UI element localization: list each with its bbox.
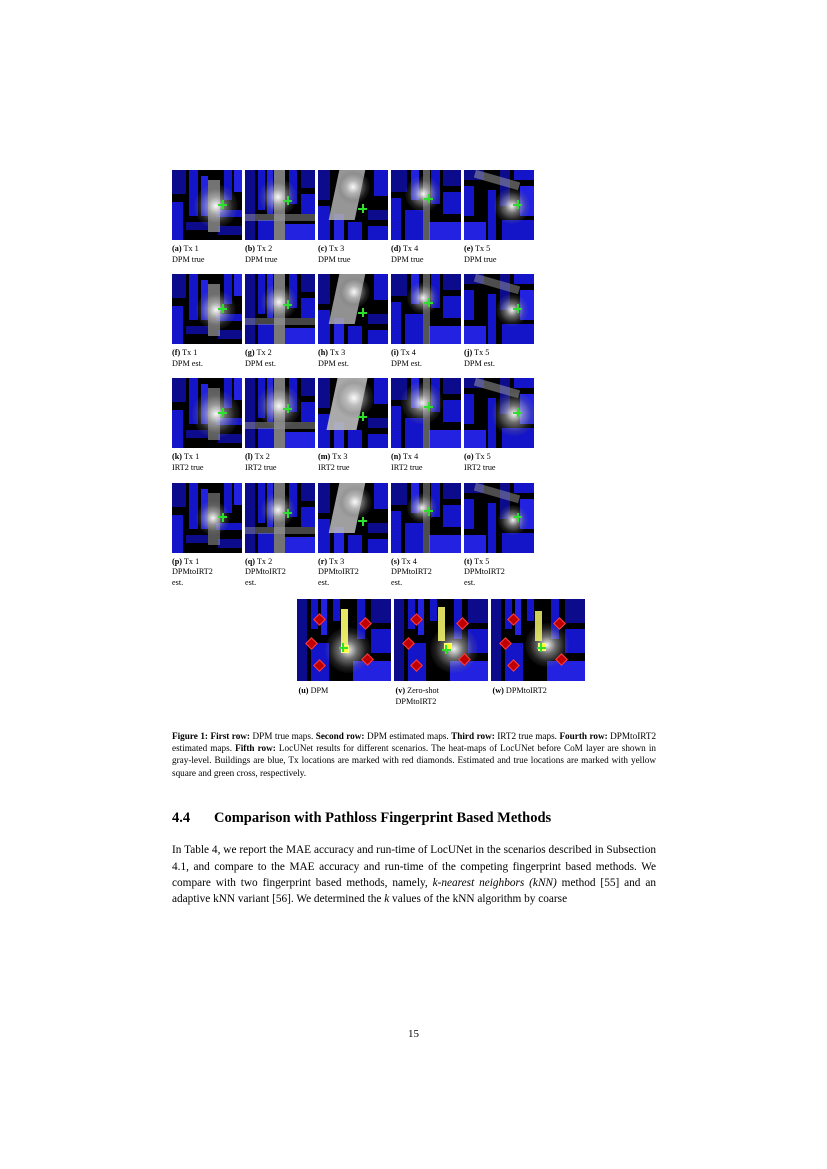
subcaption-a [172,244,242,265]
map-thumbnail-t [464,483,534,553]
subcaption-line2: IRT2 true [318,462,350,472]
subcaption-line1: Tx 5 [475,244,491,253]
figure-row-3 [172,378,656,482]
subcaption-tag: (l) [245,452,253,462]
locunet-result-u [297,599,391,681]
map-thumbnail-q [245,483,315,553]
subcaption-line1: Tx 1 [182,348,198,358]
subcaption-line1: Tx 5 [475,452,491,462]
map-thumbnail-o [464,378,534,448]
subcaption-tag: (f) [172,348,181,358]
map-thumbnail-r [318,483,388,553]
subcaption-j [464,348,534,369]
figure-cell [172,378,242,482]
figure-cell [391,170,461,274]
figure-cell [297,599,391,707]
map-thumbnail-f [172,274,242,344]
subcaption-l [245,452,315,473]
page-number: 15 [408,1028,419,1040]
figure-cell [318,378,388,482]
figure-cell [318,170,388,274]
figure-row-1 [172,170,656,274]
subcaption-line2: DPMtoIRT2 [391,567,432,577]
figure-cell [245,274,315,378]
figure-cell [391,483,461,598]
subcaption-line1: Tx 1 [183,452,200,462]
subcaption-f [172,348,242,369]
figure-cell [172,170,242,274]
subcaption-line3: est. [464,577,476,587]
subcaption-tag: (w) [492,686,504,696]
subcaption-b [245,244,315,265]
map-thumbnail-l [245,378,315,448]
subcaption-line2: DPM est. [464,358,495,368]
figure-row-4 [172,483,656,598]
subcaption-t [464,557,534,589]
subcaption-line2: IRT2 true [172,462,204,472]
subcaption-tag: (n) [391,452,402,462]
subcaption-line3: est. [172,577,184,587]
subcaption-line1: Tx 2 [254,452,270,462]
figure-cell [245,170,315,274]
subcaption-g [245,348,315,369]
subcaption-tag: (c) [318,244,328,253]
subcaption-line1: Tx 5 [474,556,490,566]
figure-cell [245,378,315,482]
subcaption-line3: est. [391,577,403,587]
subcaption-line1: Tx 3 [329,556,345,566]
map-thumbnail-a [172,170,242,240]
subcaption-line2: DPM est. [318,358,349,368]
subcaption-tag: (p) [172,556,183,566]
map-thumbnail-n [391,378,461,448]
subcaption-line2: IRT2 true [464,462,496,472]
subcaption-k [172,452,242,473]
figure-cell [491,599,585,707]
subcaption-c [318,244,388,265]
map-thumbnail-h [318,274,388,344]
figure-cell [391,274,461,378]
map-thumbnail-j [464,274,534,344]
map-thumbnail-p [172,483,242,553]
subcaption-h [318,348,388,369]
figure-cell [318,274,388,378]
figure-caption [172,730,656,780]
subcaption-tag: (u) [298,686,309,696]
section-title: Comparison with Pathloss Fingerprint Based Methods [214,810,552,827]
subcaption-line2: DPM est. [391,358,422,368]
section-paragraph: In Table 4, we report the MAE accuracy and run-time of LocUNet in the scenarios described in Subsection 4.1, and compare to the MAE accuracy and run-time of the competing fingerprint based methods. We compare with two fingerprint based methods, namely, k-nearest neighbors (kNN) method [55] and an adaptive kNN variant [56]. We determined the k values of the kNN algorithm by coarse [172,844,656,906]
section-number: 4.4 [172,810,191,827]
subcaption-tag: (b) [245,244,256,253]
subcaption-line2: DPMtoIRT2 [245,567,286,577]
map-thumbnail-s [391,483,461,553]
subcaption-line1: DPMtoIRT2 [505,686,547,696]
subcaption-n [391,452,461,473]
subcaption-line1: Tx 4 [401,556,417,566]
subcaption-line1: Tx 4 [402,452,419,462]
subcaption-tag: (e) [464,244,474,253]
subcaption-v [394,686,488,707]
subcaption-m [318,452,388,473]
subcaption-d [391,244,461,265]
subcaption-o [464,452,534,473]
subcaption-line1: DPM [310,686,329,696]
locunet-result-w [491,599,585,681]
subcaption-tag: (i) [391,348,399,358]
subcaption-line1: Tx 4 [402,244,419,253]
map-thumbnail-b [245,170,315,240]
map-thumbnail-e [464,170,534,240]
subcaption-line1: Tx 2 [256,348,272,358]
subcaption-u [297,686,391,697]
subcaption-line1: Zero-shot [407,686,439,696]
map-thumbnail-c [318,170,388,240]
subcaption-tag: (d) [391,244,402,253]
figure-cell [172,483,242,598]
map-thumbnail-i [391,274,461,344]
subcaption-tag: (g) [245,348,255,358]
figure-caption-label: Figure 1: [172,730,208,741]
subcaption-e [464,244,534,265]
figure-row-2 [172,274,656,378]
subcaption-line2: IRT2 true [245,462,277,472]
subcaption-tag: (r) [318,556,328,566]
subcaption-line1: Tx 4 [400,348,416,358]
subcaption-tag: (j) [464,348,473,358]
figure-cell [464,483,534,598]
subcaption-line1: Tx 2 [256,244,273,253]
subcaption-line1: Tx 3 [329,244,345,253]
subcaption-r [318,557,388,589]
subcaption-tag: (k) [172,452,183,462]
subcaption-line2: DPM est. [245,358,276,368]
subcaption-line2: DPM true [464,254,497,264]
subcaption-i [391,348,461,369]
map-thumbnail-m [318,378,388,448]
subcaption-w [491,686,585,697]
section-heading [172,809,656,828]
subcaption-line2: DPMtoIRT2 [172,567,213,577]
subcaption-p [172,557,242,589]
subcaption-line2: DPM true [318,254,351,264]
subcaption-line3: est. [318,577,330,587]
subcaption-line2: DPMtoIRT2 [464,567,505,577]
subcaption-tag: (a) [172,244,182,253]
subcaption-line2: DPM true [245,254,278,264]
figure-cell [172,274,242,378]
subcaption-line1: Tx 3 [329,348,346,358]
figure-row-5 [225,599,656,707]
subcaption-line2: IRT2 true [391,462,423,472]
subcaption-tag: (q) [245,556,256,566]
figure-cell [318,483,388,598]
map-thumbnail-d [391,170,461,240]
figure-caption-text: First row: DPM true maps. Second row: DPM estimated maps. Third row: IRT2 true maps. Fourth row: DPMtoIRT2 estimated maps. Fifth row: LocUNet results for different scenarios. The heat-maps of LocUNet before CoM layer are shown in gray-level. Buildings are blue, Tx locations are marked with red diamonds. Estimated and true locations are marked with yellow square and green cross, respectively. [172,730,657,778]
subcaption-s [391,557,461,589]
subcaption-line1: Tx 5 [474,348,490,358]
subcaption-line1: Tx 3 [332,452,348,462]
subcaption-tag: (h) [318,348,329,358]
subcaption-line1: Tx 2 [256,556,273,566]
page-content [172,170,656,908]
subcaption-line1: Tx 1 [183,244,199,253]
subcaption-line1: Tx 1 [183,556,200,566]
subcaption-line2: DPM est. [172,358,203,368]
figure-cell [245,483,315,598]
subcaption-line2: DPMtoIRT2 [395,696,437,706]
subcaption-tag: (t) [464,556,473,566]
subcaption-line2: DPMtoIRT2 [318,567,359,577]
figure-cell [391,378,461,482]
subcaption-q [245,557,315,589]
map-thumbnail-g [245,274,315,344]
subcaption-line2: DPM true [391,254,424,264]
figure-cell [464,378,534,482]
figure-cell [394,599,488,707]
subcaption-line3: est. [245,577,257,587]
figure-1 [172,170,656,779]
subcaption-tag: (o) [464,452,474,462]
locunet-result-v [394,599,488,681]
subcaption-tag: (s) [391,556,400,566]
subcaption-tag: (m) [318,452,331,462]
subcaption-tag: (v) [395,686,406,696]
figure-cell [464,274,534,378]
figure-cell [464,170,534,274]
subcaption-line2: DPM true [172,254,205,264]
map-thumbnail-k [172,378,242,448]
